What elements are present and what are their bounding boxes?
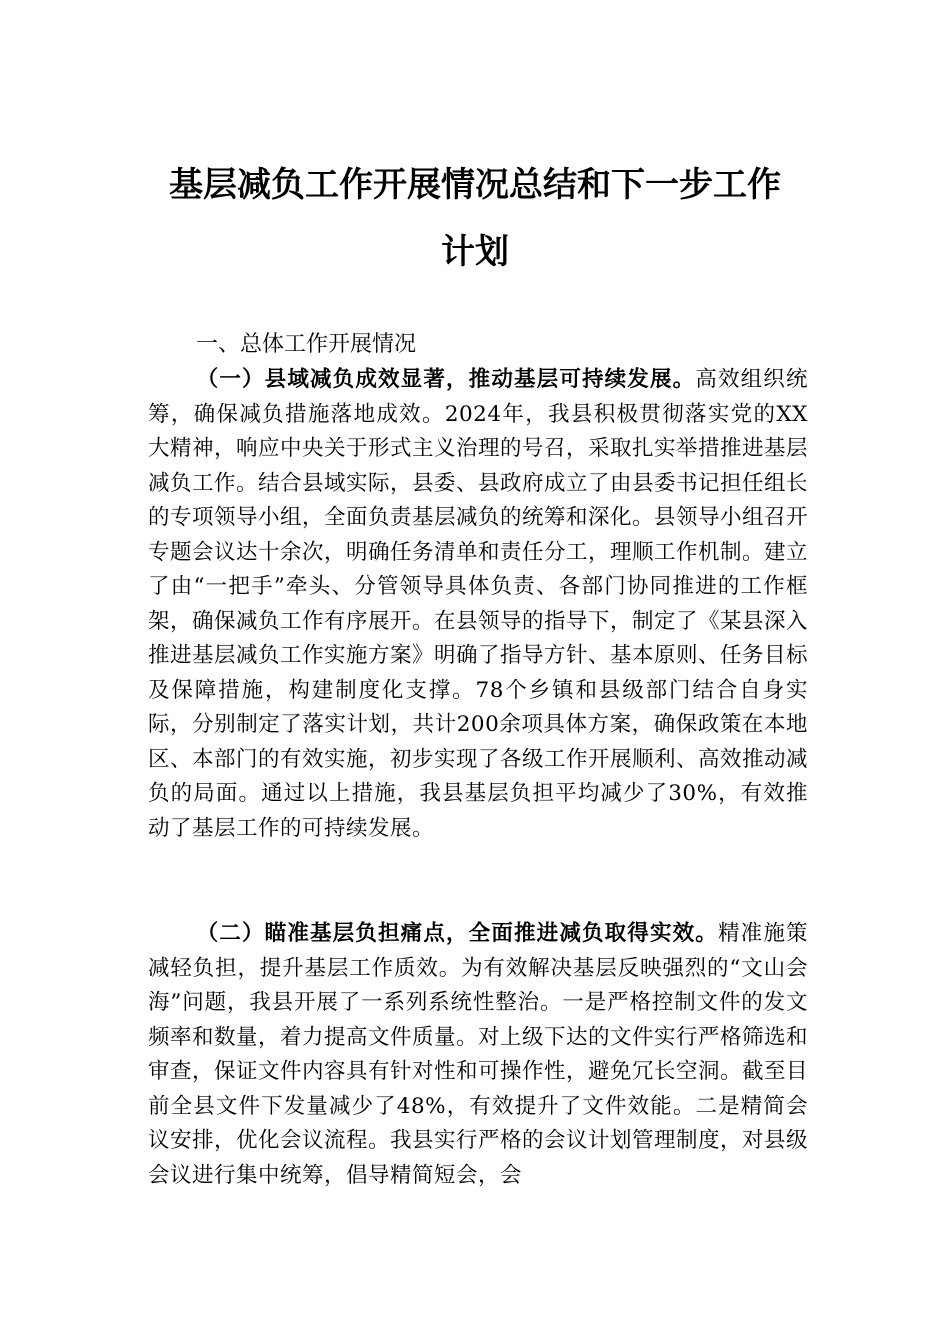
document-title-line-1: 基层减负工作开展情况总结和下一步工作: [169, 165, 781, 205]
paragraph-1-body: 高效组织统筹，确保减负措施落地成效。2024年，我县积极贯彻落实党的XX大精神，响应中央关于形式主义治理的号召，采取扎实举措推进基层减负工作。结合县域实际，县委、县政府成立了由县委书记担任组长的专项领导小组，全面负责基层减负的统筹和深化。县领导小组召开专题会议达十余次，明确任务清单和责任分工，理顺工作机制。建立了由“一把手”牵头、分管领导具体负责、各部门协同推进的工作框架，确保减负工作有序展开。在县领导的指导下，制定了《某县深入推进基层减负工作实施方案》明确了指导方针、基本原则、任务目标及保障措施，构建制度化支撑。78个乡镇和县级部门结合自身实际，分别制定了落实计划，共计200余项具体方案，确保政策在本地区、本部门的有效实施，初步实现了各级工作开展顺利、高效推动减负的局面。通过以上措施，我县基层负担平均减少了30%，有效推动了基层工作的可持续发展。: [148, 367, 809, 841]
document-title-line-2: 计划: [441, 232, 509, 272]
paragraph-2-body: 精准施策减轻负担，提升基层工作质效。为有效解决基层反映强烈的“文山会海”问题，我县开展了一系列系统性整治。一是严格控制文件的发文频率和数量，着力提高文件质量。对上级下达的文件实行严格筛选和审查，保证文件内容具有针对性和可操作性，避免冗长空洞。截至目前全县文件下发量减少了48%，有效提升了文件效能。二是精简会议安排，优化会议流程。我县实行严格的会议计划管理制度，对县级会议进行集中统筹，倡导精简短会，会: [148, 921, 809, 1188]
paragraph-2: [148, 917, 808, 1193]
section-heading: 一、总体工作开展情况: [196, 332, 417, 357]
paragraph-1-heading: （一）县域减负成效显著，推动基层可持续发展。: [196, 367, 696, 392]
paragraph-2-heading: （二）瞄准基层负担痛点，全面推进减负取得实效。: [196, 921, 718, 946]
paragraph-1: [148, 363, 808, 846]
